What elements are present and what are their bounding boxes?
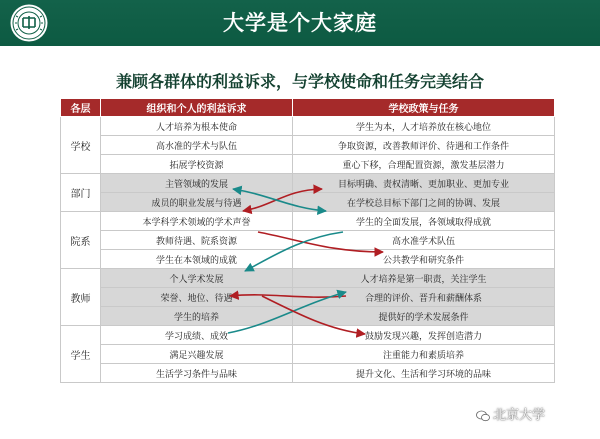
column-header-policy: 学校政策与任务 <box>293 99 555 117</box>
interest-cell: 学生在本领域的成就 <box>101 250 293 269</box>
policy-cell: 高水准学术队伍 <box>293 231 555 250</box>
interest-cell: 满足兴趣发展 <box>101 345 293 364</box>
policy-cell: 提升文化、生活和学习环境的品味 <box>293 364 555 383</box>
column-header-interests: 组织和个人的利益诉求 <box>101 99 293 117</box>
header-bar <box>0 0 600 46</box>
table-row <box>61 136 555 155</box>
table-row <box>61 364 555 383</box>
table-row <box>61 155 555 174</box>
table-row <box>61 250 555 269</box>
slide-subtitle: 兼顾各群体的利益诉求，与学校使命和任务完美结合 <box>115 72 484 91</box>
interest-cell: 生活学习条件与品味 <box>101 364 293 383</box>
table-row <box>61 212 555 231</box>
table-row <box>61 193 555 212</box>
category-label: 教师 <box>61 269 101 326</box>
table-row <box>61 269 555 288</box>
table-row <box>61 117 555 136</box>
interest-cell: 成员的职业发展与待遇 <box>101 193 293 212</box>
page-title: 大学是个大家庭 <box>223 11 377 35</box>
wechat-icon <box>476 410 490 422</box>
table-row <box>61 174 555 193</box>
policy-cell: 目标明确、责权清晰、更加职业、更加专业 <box>293 174 555 193</box>
interest-cell: 学习成绩、成效 <box>101 326 293 345</box>
category-label: 院系 <box>61 212 101 269</box>
policy-cell: 重心下移，合理配置资源，激发基层潜力 <box>293 155 555 174</box>
watermark-text: 北京大学 <box>493 408 546 423</box>
table-row <box>61 345 555 364</box>
policy-cell: 学生为本，人才培养放在核心地位 <box>293 117 555 136</box>
policy-cell: 在学校总目标下部门之间的协调、发展 <box>293 193 555 212</box>
category-label: 学校 <box>61 117 101 174</box>
category-label: 部门 <box>61 174 101 212</box>
policy-cell: 提供好的学术发展条件 <box>293 307 555 326</box>
interest-cell: 教师待遇、院系资源 <box>101 231 293 250</box>
watermark <box>476 404 545 423</box>
table-header-row <box>61 99 555 117</box>
interest-cell: 主管领域的发展 <box>101 174 293 193</box>
policy-table-container <box>60 98 554 383</box>
interest-cell: 高水准的学术与队伍 <box>101 136 293 155</box>
table-row <box>61 326 555 345</box>
interest-cell: 拓展学校资源 <box>101 155 293 174</box>
interest-cell: 个人学术发展 <box>101 269 293 288</box>
policy-cell: 鼓励发现兴趣，发挥创造潜力 <box>293 326 555 345</box>
policy-cell: 争取资源，改善教师评价、待遇和工作条件 <box>293 136 555 155</box>
policy-cell: 人才培养是第一职责，关注学生 <box>293 269 555 288</box>
table-row <box>61 288 555 307</box>
table-row <box>61 231 555 250</box>
interest-cell: 荣誉、地位、待遇 <box>101 288 293 307</box>
category-label: 学生 <box>61 326 101 383</box>
interest-cell: 本学科学术领域的学术声誉 <box>101 212 293 231</box>
policy-cell: 公共教学和研究条件 <box>293 250 555 269</box>
interest-cell: 学生的培养 <box>101 307 293 326</box>
policy-cell: 学生的全面发展，各领域取得成就 <box>293 212 555 231</box>
policy-cell: 注重能力和素质培养 <box>293 345 555 364</box>
interest-cell: 人才培养为根本使命 <box>101 117 293 136</box>
table-row <box>61 307 555 326</box>
policy-cell: 合理的评价、晋升和薪酬体系 <box>293 288 555 307</box>
column-header-level: 各层 <box>61 99 101 117</box>
policy-table <box>60 98 555 383</box>
